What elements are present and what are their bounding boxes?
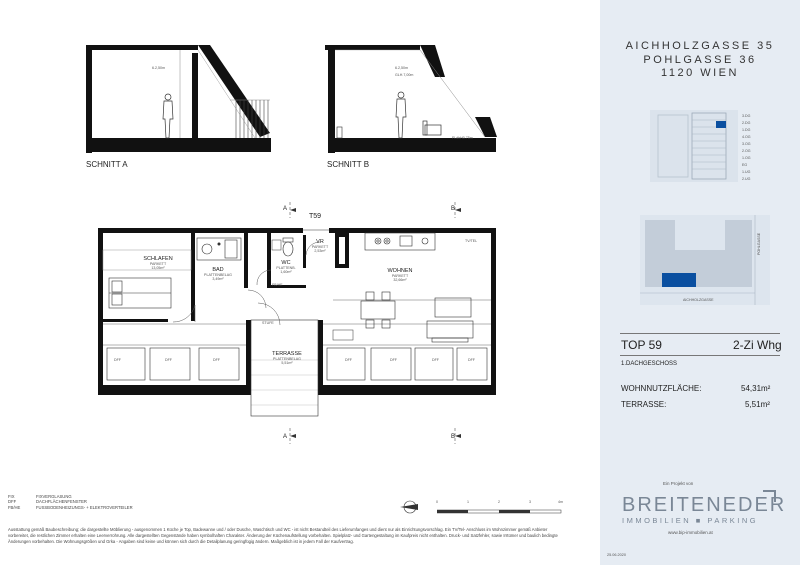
brand-logo-mark <box>761 489 777 503</box>
armchair-icon <box>423 121 441 135</box>
terrace-value: 5,51m² <box>745 400 770 409</box>
dff-label: DFF <box>213 358 220 362</box>
section-a-label: SCHNITT A <box>86 160 128 169</box>
room-name: VR <box>316 239 324 245</box>
person-figure <box>163 94 173 138</box>
room-terrasse <box>257 351 317 365</box>
sofa-icon <box>427 298 473 342</box>
site-plan <box>640 215 770 305</box>
living-area-label: WOHNNUTZFLÄCHE: <box>621 384 702 393</box>
room-floor: PLATTENB. <box>276 266 296 270</box>
divider <box>620 333 780 334</box>
person-figure <box>396 92 406 138</box>
brand-url: www.bip-immobilien.at <box>668 530 713 535</box>
room-wohnen <box>370 268 430 282</box>
section-b-height-2: GLH.7,00m <box>395 73 414 77</box>
bathtub-icon <box>197 238 241 260</box>
living-area-value: 54,31m² <box>741 384 771 393</box>
section-a-drawing <box>80 45 280 155</box>
stufe-label: STUFE <box>262 321 274 325</box>
address-line-1: AICHHOLZGASSE 35 <box>625 40 775 52</box>
room-name: BAD <box>212 267 224 273</box>
highlighted-level <box>716 121 726 128</box>
dff-label: DFF <box>165 358 172 362</box>
room-area: 3,49m² <box>212 277 224 281</box>
room-name: WC <box>281 260 291 266</box>
room-schlafen <box>118 256 198 270</box>
north-arrow-icon <box>398 497 426 517</box>
dff-label: DFF <box>468 358 475 362</box>
room-floor: PARKETT <box>149 262 167 266</box>
unit-top-label: TOP 59 <box>621 338 662 352</box>
scale-bar <box>437 508 567 516</box>
room-area: 5,51m² <box>281 361 293 365</box>
room-floor: PARKETT <box>391 274 409 278</box>
room-vr <box>300 239 340 253</box>
level-labels: 3.DG 2.DG 1.DG 4.OG 3.OG 2.OG 1.OG EG 1.UG 2.UG <box>742 114 751 181</box>
divider <box>620 355 780 356</box>
room-area: 1,60m² <box>280 270 292 274</box>
address-line-2: POHLGASSE 36 <box>643 54 757 66</box>
room-area: 2,53m² <box>314 249 326 253</box>
room-name: TERRASSE <box>272 351 302 357</box>
kitchen-counter <box>365 233 435 250</box>
room-name: SCHLAFEN <box>143 256 173 262</box>
section-a-height: 6.2,50m <box>152 66 165 70</box>
building-level-diagram <box>650 105 740 193</box>
unit-type: 2-Zi Whg <box>733 338 782 352</box>
terrace-label: TERRASSE: <box>621 400 667 409</box>
room-floor: PARKETT <box>311 245 329 249</box>
room-area: 13,05m² <box>151 266 165 270</box>
section-b-sill: FLdbH0.75m <box>452 136 473 140</box>
highlighted-unit <box>662 273 696 287</box>
disclaimer-text: Ausstattung gemäß Baubeschreibung; die dargestellte Möblierung - ausgenommen 1 Küche je Top, Badewanne und / oder Dusche, Waschtisch und WC - ist nicht Bestandteil des Lieferumfanges und dient nur als Einrichtungsvorschlag. Ein TV/Tel- Anschluss im Wohnzimmer gemäß Anbieter vorbereitet, die restlichen Zimmer erhalten eine Leerverrohrung. Alle dargestellten Gegenstände haben symbolhaften Charakter. Änderung der Küchenaufstellung vorbehalten. Spielplatz- und Gartengestaltung im Kaufpreis nicht enthalten. Druck- und Satzfehler, sowie Irrtümer und baulich bedingte Änderungen vorbehalten. Die Wohnungsgrößen und Grka - Angaben sind keine und können sich durch die Detailplanung geringfügig ändern. Maßgeblich ist in jedem Fall der Kaufvertrag. <box>8 527 558 544</box>
document-date: 25.06.2020 <box>607 553 627 557</box>
section-a-marker-top: A <box>283 206 288 212</box>
room-bad <box>193 267 243 281</box>
dff-label: DFF <box>432 358 439 362</box>
fbh-label: FB/HE <box>272 283 283 287</box>
street-aichholzgasse: AICHHOLZGASSE <box>683 298 714 302</box>
dff-label: DFF <box>345 358 352 362</box>
section-b-drawing <box>325 45 505 155</box>
floor-plan-drawing <box>95 200 510 450</box>
toilet-icon <box>283 238 293 256</box>
room-floor: PLATTENBELAG <box>204 273 232 277</box>
room-floor: PLATTENBELAG <box>273 357 301 361</box>
unit-floor: 1.DACHGESCHOSS <box>621 361 678 367</box>
scale-ticks: 0 1 2 3 4m <box>436 500 563 504</box>
section-b-label: SCHNITT B <box>327 160 370 169</box>
address-line-3: 1120 WIEN <box>661 67 739 79</box>
brand-tagline: IMMOBILIEN ■ PARKING <box>622 516 759 525</box>
terrace-paving <box>251 360 318 405</box>
tvtel-label: TV/TEL <box>465 239 478 243</box>
unit-number: T59 <box>309 213 322 220</box>
brand-logo-text: BREITENEDER <box>622 494 787 516</box>
dff-label: DFF <box>390 358 397 362</box>
room-wc <box>266 260 306 274</box>
section-b-height: 6.2,50m <box>395 66 408 70</box>
room-area: 32,66m² <box>393 278 407 282</box>
dining-table <box>361 292 395 328</box>
room-name: WOHNEN <box>387 268 413 274</box>
brand-prefix: Ein Projekt von <box>663 481 694 486</box>
dff-label: DFF <box>114 358 121 362</box>
bed-icon <box>109 278 171 308</box>
section-b-marker-bottom: B <box>451 434 456 440</box>
legend: FIX FIXVERGLASUNG DFF DACHFLÄCHENFENSTER FB/HE FUSSBODENHEIZUNGS- + ELEKTROVERTEILER <box>8 494 133 510</box>
section-b-marker-top: B <box>451 206 456 212</box>
street-pohlgasse: POHLGASSE <box>757 232 761 255</box>
section-a-marker-bottom: A <box>283 434 288 440</box>
